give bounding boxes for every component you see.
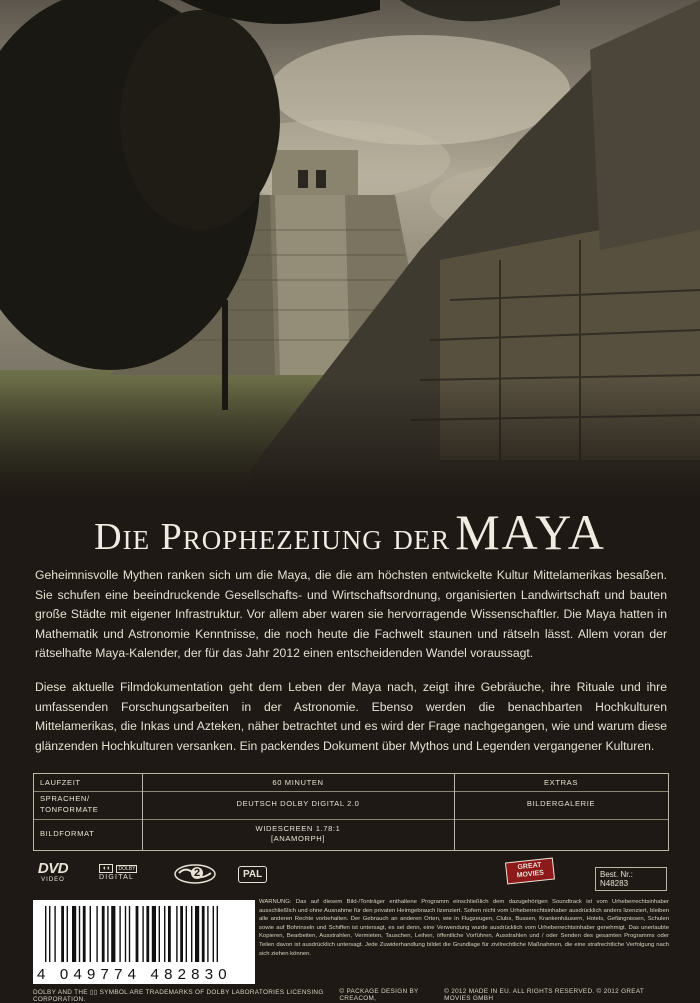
logos-row <box>33 860 667 892</box>
order-number: Best. Nr.: N48283 <box>595 867 667 891</box>
extras-value: BILDERGALERIE <box>526 799 596 808</box>
dolby-digital-logo <box>99 864 139 881</box>
barcode-bars <box>33 900 255 964</box>
sprachen-label-1: SPRACHEN/ <box>40 794 90 803</box>
region-globe-logo <box>173 864 217 884</box>
dvd-logo-text: DVD <box>37 860 69 877</box>
description-text: Geheimnisvolle Mythen ranken sich um die Maya, die die am höchsten entwickelte Kultur Mittelamerikas besaßen. Sie schufen eine beeindruckende Gesellschafts- und Wirtschaftsordnung, organisierten Landwirtschaft und bauten große Städte mit eigener Infrastruktur. Vor allem aber waren sie hervorragende Wissenschaftler. Die Maya hatten in Mathematik und Astronomie Kenntnisse, die noch heute die Fachwelt staunen und rätseln lässt. Allem voran der rätselhafte Maya-Kalender, der für das Jahr 2012 einen entscheidenden Wandel voraussagt. <box>35 568 667 661</box>
bildformat-value-1: WIDESCREEN 1.78:1 <box>255 824 341 833</box>
legal-section <box>33 898 667 988</box>
great-movies-text-2: MOVIES <box>516 869 545 880</box>
extras-label: EXTRAS <box>544 778 578 787</box>
sprachen-value: DEUTSCH DOLBY DIGITAL 2.0 <box>236 799 360 808</box>
bildformat-label: BILDFORMAT <box>40 829 95 838</box>
dolby-bottom-text: DIGITAL <box>99 874 135 881</box>
region-number: 2 <box>191 867 203 879</box>
description-text: Diese aktuelle Filmdokumentation geht dem Leben der Maya nach, zeigt ihre Gebräuche, ihre Rituale und ihre umfassenden Forschungsarbeiten in der Astronomie. Ebenso werden die benachbarten Hochkulturen Mittelamerikas, die Inkas und Azteken, näher betrachtet und es wird der Frage nachgegangen, wie und warum diese glänzenden Hochkulturen versanken. Ein packendes Dokument über Mythos und Legenden vergangener Kulturen. <box>35 680 667 753</box>
double-d-icon: ◖◗ <box>99 864 113 873</box>
pal-logo: PAL <box>238 866 267 883</box>
barcode-digits: 4 049774 482830 <box>37 966 232 983</box>
warning-text: WARNUNG: Das auf diesem Bild-/Tonträger enthaltene Programm einschließlich dem dazugehörigen Soundtrack ist vom Urheberrechtsinhaber ausschließlich und ohne Ausnahme für den privaten Heimgebrauch lizenziert. Sofern nicht vom Urheberrechtsinhaber ausdrücklich anders lizenziert, bleiben alle anderen Rechte vorbehalten. Der Gebrauch an anderen Orten, wie in Flugzeugen, Clubs, Bussen, Krankenhäusern, Hotels, Gefängnissen, Schulen sowie auf Bohrinseln und Schiffen ist untersagt, es sei denn, eine Verwendung wurde ausdrücklich vom Urheberrechtsinhaber genehmigt. Das unerlaubte Kopieren, Bearbeiten, Ausstrahlen, Vermieten, Tauschen, Leihen, öffentliche Vorführen, Ausstrahlen und / oder Senden des gesamten Programms oder Teilen davon ist ausdrücklich untersagt. Jede Zuwiderhandlung bildet die Grundlage für zivilrechtliche Maßnahmen, die eine strafrechtliche Verfolgung nach sich ziehen können. <box>259 899 669 957</box>
dvd-logo-sub: VIDEO <box>41 877 65 883</box>
cover-title <box>0 503 700 561</box>
laufzeit-value: 60 MINUTEN <box>272 778 324 787</box>
footer-copyright: © 2012 MADE IN EU. ALL RIGHTS RESERVED. © 2012 GREAT MOVIES GMBH <box>444 988 645 1002</box>
sprachen-label-2: TONFORMATE <box>40 805 99 814</box>
dvd-video-logo <box>33 860 73 883</box>
title-part2: MAYA <box>455 504 606 560</box>
description-paragraph-1 <box>35 566 667 664</box>
dolby-top-text: DOLBY <box>118 865 136 872</box>
title-part1: Die Prophezeiung der <box>94 516 451 558</box>
description-paragraph-2 <box>35 678 667 756</box>
barcode <box>33 900 255 984</box>
cover-photo <box>0 0 700 500</box>
bildformat-value-2: [ANAMORPH] <box>270 834 326 843</box>
great-movies-logo <box>505 858 555 885</box>
specs-table <box>33 773 669 851</box>
laufzeit-label: LAUFZEIT <box>40 778 81 787</box>
footer-dolby-trademark: DOLBY AND THE ▯▯ SYMBOL ARE TRADEMARKS OF DOLBY LABORATORIES LICENSING CORPORATION. <box>33 989 324 1003</box>
great-movies-text-1: GREAT <box>517 861 542 872</box>
footer <box>33 988 667 1003</box>
footer-package-design: © PACKAGE DESIGN BY CREACOM, <box>339 988 419 1002</box>
